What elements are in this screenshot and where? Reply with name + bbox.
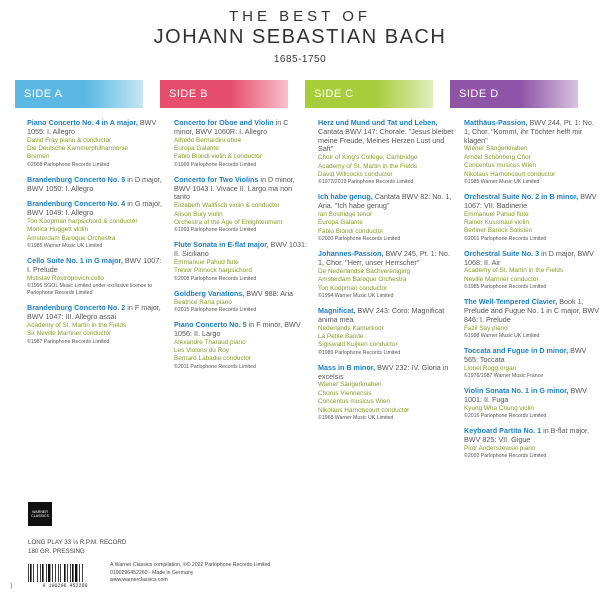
track-performer: Arnold Schönberg Chor: [464, 153, 531, 161]
track-performer: Ton Koopman harpsichord & conductor: [27, 218, 138, 225]
track-copyright: ©2002 Parlophone Records Limited: [464, 453, 547, 460]
track-movement: BWV 243: Coro: Magnificat anima mea: [318, 306, 445, 324]
track-performer: Nikolaus Harnoncourt conductor: [464, 170, 556, 178]
track-movement: BWV 244, Pt. 1: No. 1, Chor. "Kommt, ihr Töchter helft mir klagen": [464, 118, 594, 145]
track-entry: [174, 119, 310, 169]
track-performer: Emmanuel Pahud flute: [174, 259, 239, 267]
track-work: [27, 304, 163, 322]
track-title: Piano Concerto No. 4 in A major,: [27, 118, 138, 127]
track-performer: Europa Galante: [318, 219, 363, 227]
track-work: [318, 250, 454, 268]
barcode-bar: [30, 564, 32, 582]
barcode-bar: [42, 564, 44, 582]
pressing-info: [28, 539, 126, 556]
track-work: [464, 427, 600, 445]
track-title: Matthäus-Passion,: [464, 118, 528, 127]
track-work: [464, 387, 600, 405]
track-performer: Concentus musicus Wien: [464, 162, 537, 170]
track-performer: Neville Marriner conductor: [464, 275, 539, 283]
track-title: Brandenburg Concerto No. 5: [27, 174, 126, 184]
track-movement: BWV 1001: II. Fuga: [464, 386, 587, 404]
track-work: [464, 250, 600, 268]
track-movement: BWV 1055: I. Allegro: [27, 118, 157, 136]
barcode-bar: [48, 564, 50, 582]
track-copyright: ©1976/1987 Warner Music France: [464, 373, 544, 380]
side-b-tracklist: [174, 119, 310, 378]
track-entry: [27, 200, 163, 250]
barcode-bar: [55, 564, 56, 582]
track-work: [464, 119, 600, 145]
track-performer: Trevor Pinnock harpsichord: [174, 267, 252, 275]
side-b-label: SIDE B: [160, 80, 288, 108]
track-performer: Fabio Biondi violin & conductor: [174, 153, 262, 161]
track-movement: Book 1, Prelude and Fugue No. 1 in C major, BWV 846: I. Prelude: [464, 297, 600, 324]
track-movement: BWV 232: IV. Gloria in excelsis: [318, 362, 449, 381]
track-copyright: ©1968 Warner Music UK Limited: [318, 415, 394, 422]
track-title: Mass in B minor,: [318, 362, 376, 372]
track-copyright: ©1989 Parlophone Records Limited: [318, 349, 401, 356]
track-title: Magnificat,: [318, 306, 356, 316]
side-d-tracklist: [464, 119, 600, 467]
track-copyright: ©1985 Warner Music UK Limited: [27, 243, 103, 250]
barcode-bar: [82, 564, 83, 582]
track-title: Goldberg Variations,: [174, 288, 245, 298]
edge-mark-icon: ⟩: [10, 583, 13, 590]
track-title: Piano Concerto No. 5: [174, 320, 247, 330]
barcode-bar: [46, 564, 47, 582]
track-performer: Berliner Barock Solisten: [464, 227, 533, 235]
side-c-label: SIDE C: [305, 80, 433, 108]
track-work: [27, 119, 163, 137]
track-performer: Kyung Wha Chung violin: [464, 404, 534, 412]
track-performer: Alexandre Tharaud piano: [174, 338, 246, 346]
track-movement: in G major, BWV 1049: I. Allegro: [27, 199, 163, 218]
barcode-bar: [60, 564, 61, 582]
barcode-bar: [64, 564, 66, 582]
track-work: [318, 364, 454, 382]
track-movement: in D minor, BWV 1043 I. Vivace II. Largo ma non tanto: [174, 174, 295, 202]
track-performer: Sigiswald Kuijken conductor: [318, 341, 398, 349]
track-copyright: ©1993 Parlophone Records Limited: [174, 227, 257, 234]
track-performer: Choir of King's College, Cambridge: [318, 154, 418, 162]
track-movement: BWV 245, Pt. 1: No. 1, Chor. "Herr, unser Herrscher": [318, 249, 450, 268]
track-copyright: ©2015 Parlophone Records Limited: [174, 307, 257, 314]
barcode-bar: [58, 564, 59, 582]
track-performer: Fabio Biondi conductor: [318, 227, 384, 235]
track-copyright: ©1999 Parlophone Records Limited: [174, 161, 257, 168]
track-entry: [174, 321, 310, 371]
track-copyright: ©2008 Parlophone Records Limited: [27, 161, 110, 168]
track-work: [174, 119, 310, 137]
track-entry: [318, 193, 454, 243]
track-copyright: ©1985 Warner Music UK Limited: [464, 179, 540, 186]
track-performer: Nikolaus Harnoncourt conductor: [318, 406, 410, 414]
track-copyright: ©1972/2019 Parlophone Records Limited: [318, 179, 414, 186]
track-work: [174, 176, 310, 202]
track-entry: [27, 304, 163, 345]
track-title: Toccata and Fugue in D minor,: [464, 346, 569, 356]
barcode-bar: [67, 564, 68, 582]
track-work: [174, 241, 310, 259]
track-work: [174, 321, 310, 339]
track-performer: Academy of St. Martin in the Fields: [318, 162, 418, 170]
track-performer: Wiener Sängerknaben: [464, 145, 528, 153]
track-performer: Elizabeth Wallfisch violin & conductor: [174, 202, 280, 210]
side-a-label: SIDE A: [15, 80, 143, 108]
track-entry: [318, 364, 454, 422]
side-a-tracklist: [27, 119, 163, 353]
track-performer: Lionel Rogg organ: [464, 364, 517, 372]
track-movement: BWV 1067: VII. Badinerie: [464, 192, 597, 210]
track-title: Keyboard Partita No. 1: [464, 426, 542, 436]
track-movement: BWV 1007: I. Prelude: [27, 256, 162, 275]
barcode-bar: [40, 564, 41, 582]
barcode-bar: [72, 564, 74, 582]
track-movement: Cantata BWV 147: Chorale. "Jesus bleibet meine Freude, Meines Herzen Lust und Saft": [318, 126, 454, 154]
barcode-number: 0 190296 452260: [42, 583, 88, 589]
track-performer: Beatrice Rana piano: [174, 298, 232, 306]
track-work: [464, 193, 600, 211]
track-work: [318, 119, 454, 154]
track-performer: David Willcocks conductor: [318, 171, 393, 178]
track-performer: Fazil Say piano: [464, 324, 508, 332]
track-title: Concerto for Oboe and Violin: [174, 118, 274, 127]
track-entry: [464, 250, 600, 291]
track-work: [318, 307, 454, 325]
track-entry: [464, 427, 600, 460]
track-performer: De Nederlandse Bachvereniging: [318, 267, 411, 275]
track-copyright: ©2001 Parlophone Records Limited: [464, 235, 547, 242]
track-title: Flute Sonata in E-flat major,: [174, 240, 269, 250]
track-work: [464, 298, 600, 324]
credit-catalog: 0190296452260 · Made in Germany: [110, 569, 194, 576]
track-performer: Ton Koopman conductor: [318, 284, 388, 292]
track-entry: [464, 347, 600, 380]
album-title-composer: JOHANN SEBASTIAN BACH: [153, 26, 447, 48]
track-title: Cello Suite No. 1 in G major,: [27, 256, 123, 266]
track-title: Violin Sonata No. 1 in G minor,: [464, 386, 569, 396]
credit-compilation: A Warner Classics compilation, ℗© 2022 Parlophone Records Limited: [110, 562, 271, 568]
track-performer: Alfredo Bernardini oboe: [174, 136, 242, 144]
track-performer: Europa Galante: [174, 145, 219, 152]
track-entry: [174, 290, 310, 314]
track-performer: Bremen: [27, 153, 50, 161]
track-copyright: ©2011 Parlophone Records Limited: [174, 363, 256, 370]
barcode-bar: [33, 564, 34, 582]
barcode-bar: [75, 564, 77, 582]
track-copyright: ©2000 Parlophone Records Limited: [318, 236, 401, 243]
track-movement: in B-flat major, BWV 825: VII. Gigue: [464, 426, 590, 444]
lp-weight: 180 GR. PRESSING: [28, 547, 85, 555]
track-work: [27, 257, 163, 275]
track-title: Concerto for Two Violins: [174, 174, 259, 184]
side-d-label: SIDE D: [450, 80, 578, 108]
lp-speed: LONG PLAY 33 ⅓ R.P.M. RECORD: [28, 539, 127, 546]
track-copyright: ©1985 Parlophone Records Limited: [464, 284, 547, 291]
track-entry: [27, 257, 163, 297]
track-work: [27, 176, 163, 194]
credit-website: www.warnerclassics.com: [110, 577, 168, 584]
track-entry: [27, 119, 163, 169]
track-performer: Concentus musicus Wien: [318, 398, 391, 406]
track-performer: Rainer Kussmaul violin: [464, 219, 529, 227]
track-entry: [174, 241, 310, 282]
credits: [110, 562, 270, 585]
track-performer: Emmanuel Pahud flute: [464, 210, 529, 218]
track-title: Johannes-Passion,: [318, 249, 384, 259]
barcode-bar: [52, 564, 53, 582]
track-work: [174, 290, 310, 299]
track-movement: in D major, BWV 1050: I. Allegro: [27, 174, 162, 193]
track-entry: [318, 119, 454, 186]
track-performer: Academy of St. Martin in the Fields: [27, 321, 127, 329]
track-movement: BWV 988: Aria: [246, 288, 294, 298]
track-entry: [318, 250, 454, 300]
track-copyright: ©1994 Warner Music UK Limited: [318, 293, 394, 300]
track-copyright: ©2016 Parlophone Records Limited: [464, 413, 547, 420]
track-performer: Alison Bury violin: [174, 210, 223, 218]
track-entry: [464, 119, 600, 186]
track-movement: Cantata BWV 82: No. 1, Aria. "Ich habe genug": [318, 192, 452, 211]
track-title: Orchestral Suite No. 2 in B minor,: [464, 192, 579, 202]
track-performer: Mstislav Rostropovich cello: [27, 274, 105, 282]
barcode-bar: [28, 564, 29, 582]
track-work: [27, 200, 163, 218]
track-performer: La Petite Bande: [318, 333, 364, 341]
track-copyright: ©2008 Parlophone Records Limited: [174, 275, 257, 282]
track-copyright: ©1987 Parlophone Records Limited: [27, 338, 110, 345]
barcode-bar: [37, 564, 38, 582]
track-title: Brandenburg Concerto No. 2: [27, 303, 126, 313]
barcode: [28, 564, 102, 582]
track-entry: [174, 176, 310, 235]
track-entry: [464, 193, 600, 243]
track-performer: Amsterdam Baroque Orchestra: [318, 276, 407, 284]
track-movement: in F major, BWV 1047: III. Allegro assai: [27, 303, 161, 322]
composer-years: 1685-1750: [273, 54, 327, 65]
track-performer: Nederlands Kamerkoor: [318, 324, 384, 332]
track-copyright: ©1995 SGOL Music Limited under exclusive licence to Parlophone Records Limited: [27, 283, 153, 297]
track-performer: Les Violons du Roy: [174, 347, 229, 355]
track-performer: Wiener Sängerknaben: [318, 381, 382, 389]
track-title: Ich habe genug,: [318, 192, 373, 202]
track-copyright: ©1998 Warner Music UK Limited: [464, 333, 540, 340]
track-performer: Ian Bostridge tenor: [318, 211, 372, 218]
track-title: Orchestral Suite No. 3: [464, 248, 540, 258]
track-performer: Amsterdam Baroque Orchestra: [27, 234, 116, 242]
track-performer: Sir Neville Marriner conductor: [27, 330, 112, 338]
track-performer: Bernard Labadie conductor: [174, 355, 252, 363]
track-entry: [27, 176, 163, 194]
track-movement: in C minor, BWV 1060R: I. Allegro: [174, 118, 289, 136]
track-movement: BWV 1031: II. Siciliano: [174, 240, 308, 259]
track-performer: Academy of St. Martin in the Fields: [464, 267, 564, 275]
track-title: The Well-Tempered Clavier,: [464, 297, 558, 307]
track-movement: in F minor, BWV 1056: II. Largo: [174, 320, 301, 338]
track-entry: [464, 298, 600, 340]
track-title: Herz und Mund und Tat und Leben,: [318, 118, 438, 127]
album-title-line1: THE BEST OF: [228, 8, 372, 25]
track-work: [318, 193, 454, 211]
track-performer: Piotr Anderszewski piano: [464, 444, 536, 452]
side-c-tracklist: [318, 119, 454, 429]
barcode-bar: [79, 564, 80, 582]
track-movement: in D major, BWV 1068: II. Air: [464, 248, 594, 267]
track-performer: Orchestra of the Age of Enlightenment: [174, 219, 283, 227]
barcode-bar: [70, 564, 71, 582]
track-performer: Chorus Viennensis: [318, 389, 372, 397]
track-performer: Monica Huggett violin: [27, 226, 89, 234]
track-entry: [464, 387, 600, 420]
track-performer: David Fray piano & conductor: [27, 136, 112, 144]
track-entry: [318, 307, 454, 357]
track-work: [464, 347, 600, 365]
track-movement: BWV 565: Toccata: [464, 346, 587, 364]
track-performer: Die Deutsche Kammerphilharmonie: [27, 145, 128, 152]
track-title: Brandenburg Concerto No. 4: [27, 199, 126, 209]
warner-classics-logo: WARNER CLASSICS: [28, 502, 52, 526]
